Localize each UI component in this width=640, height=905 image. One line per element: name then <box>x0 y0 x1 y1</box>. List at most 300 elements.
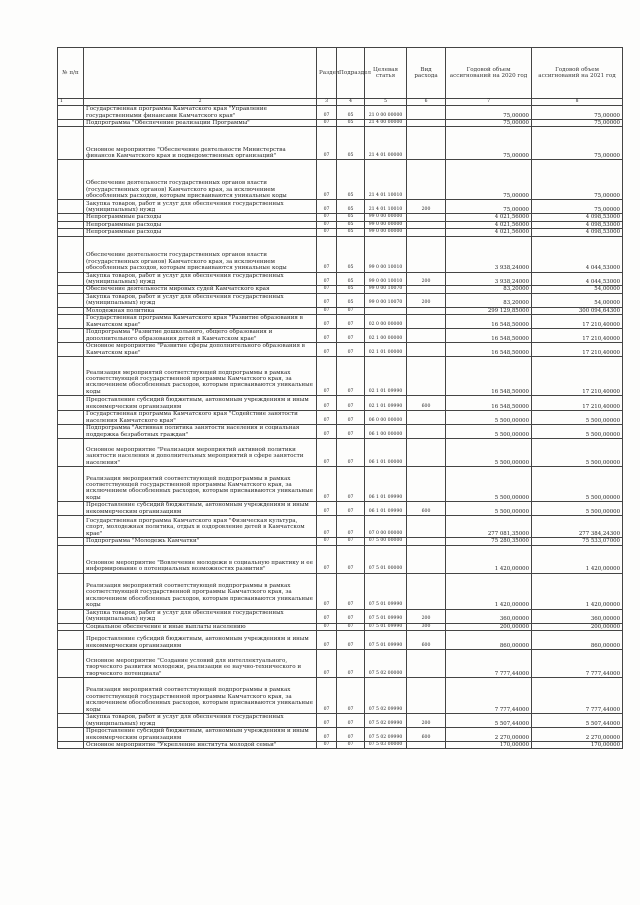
cell-razdel: 07 <box>317 127 337 160</box>
cell-amount-2020: 5 500,00000 <box>446 425 532 439</box>
cell-target-article: 99 0 00 10010 <box>365 236 407 272</box>
cell-razdel: 07 <box>317 307 337 314</box>
table-row <box>58 502 623 516</box>
cell-expense-type: 200 <box>407 200 446 214</box>
cell-number <box>58 221 84 228</box>
cell-amount-2021: 4 098,53000 <box>532 221 623 228</box>
table-row <box>58 229 623 236</box>
cell-amount-2021: 54,00000 <box>532 286 623 293</box>
cell-number <box>58 411 84 425</box>
cell-amount-2020: 16 548,50000 <box>446 396 532 411</box>
cell-number <box>58 631 84 650</box>
cell-target-article: 07 5 03 00000 <box>365 742 407 749</box>
cell-expense-type <box>407 678 446 714</box>
cell-target-article: 06 0 00 00000 <box>365 411 407 425</box>
table-row <box>58 425 623 439</box>
cell-name: Основное мероприятие "Реализация мероприятий активной политики занятости населения и дополнительных мероприятий в сфере занятости населения" <box>84 439 317 467</box>
cell-amount-2021: 17 210,40000 <box>532 357 623 396</box>
cell-target-article: 99 0 00 10070 <box>365 286 407 293</box>
cell-razdel: 07 <box>317 631 337 650</box>
cell-number <box>58 357 84 396</box>
cell-name: Закупка товаров, работ и услуг для обеспечения государственных (муниципальных) нужд <box>84 714 317 728</box>
cell-target-article: 21 4 01 10010 <box>365 200 407 214</box>
cell-amount-2021: 17 210,40000 <box>532 329 623 343</box>
table-row <box>58 396 623 411</box>
cell-amount-2020: 7 777,44000 <box>446 650 532 678</box>
cell-name: Закупка товаров, работ и услуг для обеспечения государственных (муниципальных) нужд <box>84 609 317 623</box>
cell-razdel: 07 <box>317 160 337 200</box>
cell-target-article: 07 5 02 09990 <box>365 728 407 742</box>
table-row <box>58 411 623 425</box>
cell-amount-2020: 299 129,85000 <box>446 307 532 314</box>
cell-amount-2021: 1 420,00000 <box>532 573 623 609</box>
cell-podrazdel: 05 <box>337 229 365 236</box>
cell-amount-2021: 17 210,40000 <box>532 396 623 411</box>
cell-razdel: 07 <box>317 120 337 127</box>
cell-amount-2020: 4 021,56000 <box>446 214 532 221</box>
cell-amount-2020: 75,00000 <box>446 200 532 214</box>
cell-expense-type <box>407 411 446 425</box>
cell-target-article: 02 0 00 00000 <box>365 315 407 329</box>
cell-podrazdel: 07 <box>337 315 365 329</box>
cell-podrazdel: 07 <box>337 502 365 516</box>
table-row <box>58 623 623 630</box>
cell-expense-type <box>407 467 446 502</box>
cell-target-article: 07 0 00 00000 <box>365 516 407 538</box>
cell-target-article: 07 5 02 09990 <box>365 678 407 714</box>
cell-expense-type <box>407 516 446 538</box>
cell-razdel: 07 <box>317 573 337 609</box>
table-row <box>58 742 623 749</box>
cell-target-article: 07 5 01 09990 <box>365 631 407 650</box>
column-number: 8 <box>532 99 623 106</box>
cell-amount-2020: 5 500,00000 <box>446 502 532 516</box>
cell-razdel: 07 <box>317 236 337 272</box>
cell-target-article: 02 1 01 00000 <box>365 343 407 357</box>
cell-razdel: 07 <box>317 538 337 545</box>
cell-number <box>58 396 84 411</box>
cell-razdel: 07 <box>317 286 337 293</box>
cell-podrazdel: 07 <box>337 573 365 609</box>
table-row <box>58 573 623 609</box>
cell-amount-2020: 200,00000 <box>446 623 532 630</box>
table-body <box>58 106 623 749</box>
cell-amount-2021: 17 210,40000 <box>532 343 623 357</box>
cell-razdel: 07 <box>317 502 337 516</box>
column-number: 6 <box>407 99 446 106</box>
cell-amount-2020: 75,00000 <box>446 120 532 127</box>
cell-expense-type <box>407 236 446 272</box>
table-row <box>58 307 623 314</box>
cell-razdel: 07 <box>317 106 337 120</box>
cell-number <box>58 343 84 357</box>
cell-number <box>58 573 84 609</box>
cell-razdel: 07 <box>317 425 337 439</box>
cell-name: Непрограммные расходы <box>84 229 317 236</box>
cell-razdel: 07 <box>317 516 337 538</box>
cell-target-article: 06 1 00 00000 <box>365 425 407 439</box>
cell-podrazdel: 07 <box>337 623 365 630</box>
cell-amount-2020: 75,00000 <box>446 106 532 120</box>
cell-razdel: 07 <box>317 742 337 749</box>
cell-name: Закупка товаров, работ и услуг для обеспечения государственных (муниципальных) нужд <box>84 272 317 286</box>
cell-podrazdel: 05 <box>337 236 365 272</box>
table-header-row <box>58 48 623 99</box>
header-podrazdel: Подраздел <box>337 48 365 99</box>
cell-expense-type <box>407 538 446 545</box>
header-expense-type: Вид расхода <box>407 48 446 99</box>
cell-amount-2020: 360,00000 <box>446 609 532 623</box>
cell-podrazdel: 07 <box>337 742 365 749</box>
cell-expense-type <box>407 127 446 160</box>
cell-amount-2021: 5 507,44000 <box>532 714 623 728</box>
cell-expense-type <box>407 221 446 228</box>
cell-number <box>58 329 84 343</box>
cell-target-article: 21 4 01 00000 <box>365 127 407 160</box>
cell-number <box>58 714 84 728</box>
cell-target-article: 99 0 00 10070 <box>365 293 407 307</box>
cell-number <box>58 439 84 467</box>
cell-expense-type: 200 <box>407 714 446 728</box>
cell-amount-2021: 300 094,64300 <box>532 307 623 314</box>
cell-amount-2021: 4 044,53000 <box>532 272 623 286</box>
table-row <box>58 286 623 293</box>
cell-amount-2020: 170,00000 <box>446 742 532 749</box>
header-number: № п/п <box>58 48 84 99</box>
cell-amount-2021: 4 098,53000 <box>532 229 623 236</box>
cell-amount-2021: 1 420,00000 <box>532 545 623 573</box>
cell-podrazdel: 07 <box>337 609 365 623</box>
cell-razdel: 07 <box>317 467 337 502</box>
cell-name: Молодежная политика <box>84 307 317 314</box>
cell-target-article: 07 5 02 00000 <box>365 650 407 678</box>
table-row <box>58 221 623 228</box>
cell-amount-2021: 2 270,00000 <box>532 728 623 742</box>
cell-number <box>58 678 84 714</box>
cell-razdel: 07 <box>317 315 337 329</box>
cell-name: Основное мероприятие "Обеспечение деятельности Министерства финансов Камчатского края и подведомственных организаций" <box>84 127 317 160</box>
cell-podrazdel: 07 <box>337 538 365 545</box>
cell-name: Обеспечение деятельности государственных органов власти (государственных органов) Камчатского края, за исключением обособленных расходов, которым присваиваются уникальные коды <box>84 236 317 272</box>
cell-amount-2020: 83,20000 <box>446 286 532 293</box>
cell-name: Основное мероприятие "Вовлечение молодежи в социальную практику и ее информирование о потенциальных возможностях развития" <box>84 545 317 573</box>
cell-podrazdel: 05 <box>337 286 365 293</box>
cell-podrazdel: 07 <box>337 631 365 650</box>
cell-amount-2020: 5 507,44000 <box>446 714 532 728</box>
cell-target-article: 02 1 01 09990 <box>365 396 407 411</box>
cell-name: Предоставление субсидий бюджетным, автономным учреждениям и иным некоммерческим организациям <box>84 502 317 516</box>
cell-name: Обеспечение деятельности государственных органов власти (государственных органов) Камчатского края, за исключением обособленных расходов, которым присваиваются уникальные коды <box>84 160 317 200</box>
cell-expense-type <box>407 106 446 120</box>
cell-number <box>58 502 84 516</box>
header-target-article: Целевая статья <box>365 48 407 99</box>
cell-number <box>58 236 84 272</box>
cell-number <box>58 200 84 214</box>
table-row <box>58 609 623 623</box>
cell-number <box>58 106 84 120</box>
cell-number <box>58 609 84 623</box>
cell-name: Обеспечение деятельности мировых судей Камчатского края <box>84 286 317 293</box>
cell-podrazdel: 07 <box>337 307 365 314</box>
cell-expense-type <box>407 229 446 236</box>
cell-amount-2020: 860,00000 <box>446 631 532 650</box>
cell-amount-2020: 5 500,00000 <box>446 439 532 467</box>
cell-number <box>58 272 84 286</box>
cell-number <box>58 650 84 678</box>
cell-number <box>58 307 84 314</box>
cell-number <box>58 538 84 545</box>
cell-target-article: 02 1 01 09990 <box>365 357 407 396</box>
cell-target-article: 21 4 00 00000 <box>365 120 407 127</box>
cell-amount-2020: 4 021,56000 <box>446 221 532 228</box>
cell-podrazdel: 07 <box>337 678 365 714</box>
table-row <box>58 106 623 120</box>
cell-razdel: 07 <box>317 229 337 236</box>
cell-expense-type <box>407 742 446 749</box>
cell-expense-type <box>407 425 446 439</box>
cell-amount-2020: 16 548,50000 <box>446 357 532 396</box>
cell-expense-type: 200 <box>407 272 446 286</box>
cell-expense-type <box>407 214 446 221</box>
cell-amount-2020: 1 420,00000 <box>446 545 532 573</box>
table-row <box>58 678 623 714</box>
cell-number <box>58 286 84 293</box>
cell-name: Предоставление субсидий бюджетным, автономным учреждениям и иным некоммерческим организациям <box>84 631 317 650</box>
cell-amount-2021: 5 500,00000 <box>532 425 623 439</box>
cell-razdel: 07 <box>317 678 337 714</box>
cell-amount-2021: 200,00000 <box>532 623 623 630</box>
cell-amount-2021: 360,00000 <box>532 609 623 623</box>
table-row <box>58 439 623 467</box>
cell-name: Подпрограмма "Обеспечение реализации Программы" <box>84 120 317 127</box>
cell-amount-2021: 5 500,00000 <box>532 439 623 467</box>
cell-razdel: 07 <box>317 200 337 214</box>
cell-podrazdel: 05 <box>337 214 365 221</box>
cell-amount-2021: 75,00000 <box>532 120 623 127</box>
cell-amount-2021: 170,00000 <box>532 742 623 749</box>
cell-target-article: 07 5 01 09990 <box>365 623 407 630</box>
cell-amount-2020: 277 081,35000 <box>446 516 532 538</box>
cell-expense-type <box>407 573 446 609</box>
cell-razdel: 07 <box>317 329 337 343</box>
table-row <box>58 538 623 545</box>
cell-amount-2020: 75,00000 <box>446 160 532 200</box>
cell-podrazdel: 05 <box>337 106 365 120</box>
cell-razdel: 07 <box>317 439 337 467</box>
cell-name: Непрограммные расходы <box>84 221 317 228</box>
cell-razdel: 07 <box>317 728 337 742</box>
cell-razdel: 07 <box>317 650 337 678</box>
cell-name: Государственная программа Камчатского края "Содействие занятости населения Камчатского края" <box>84 411 317 425</box>
cell-target-article: 21 4 01 10010 <box>365 160 407 200</box>
cell-amount-2021: 17 210,40000 <box>532 315 623 329</box>
cell-target-article <box>365 307 407 314</box>
cell-name: Государственная программа Камчатского края "Развитие образования в Камчатском крае" <box>84 315 317 329</box>
cell-razdel: 07 <box>317 272 337 286</box>
cell-number <box>58 728 84 742</box>
column-number: 5 <box>365 99 407 106</box>
header-razdel: Раздел <box>317 48 337 99</box>
cell-number <box>58 516 84 538</box>
cell-amount-2021: 75 533,07000 <box>532 538 623 545</box>
cell-amount-2021: 75,00000 <box>532 160 623 200</box>
cell-podrazdel: 07 <box>337 545 365 573</box>
cell-razdel: 07 <box>317 357 337 396</box>
cell-razdel: 07 <box>317 214 337 221</box>
header-name <box>84 48 317 99</box>
cell-razdel: 07 <box>317 293 337 307</box>
cell-name: Основное мероприятие "Укрепление института молодой семьи" <box>84 742 317 749</box>
column-number: 4 <box>337 99 365 106</box>
cell-amount-2021: 4 098,53000 <box>532 214 623 221</box>
table-row <box>58 545 623 573</box>
cell-amount-2021: 54,00000 <box>532 293 623 307</box>
cell-amount-2020: 7 777,44000 <box>446 678 532 714</box>
cell-target-article: 06 1 01 09990 <box>365 467 407 502</box>
cell-razdel: 07 <box>317 343 337 357</box>
cell-amount-2020: 16 548,50000 <box>446 315 532 329</box>
cell-amount-2021: 5 500,00000 <box>532 467 623 502</box>
cell-podrazdel: 07 <box>337 343 365 357</box>
table-row <box>58 714 623 728</box>
cell-name: Основное мероприятие "Создание условий для интеллектуального, творческого развития молодежи, реализации ее научно-технического и творческого потенциала" <box>84 650 317 678</box>
cell-number <box>58 545 84 573</box>
cell-amount-2020: 16 548,50000 <box>446 343 532 357</box>
cell-expense-type: 600 <box>407 396 446 411</box>
cell-expense-type <box>407 650 446 678</box>
cell-expense-type <box>407 315 446 329</box>
cell-amount-2021: 75,00000 <box>532 200 623 214</box>
cell-expense-type: 600 <box>407 728 446 742</box>
cell-target-article: 07 5 02 09990 <box>365 714 407 728</box>
cell-target-article: 06 1 01 09990 <box>365 502 407 516</box>
table-row <box>58 329 623 343</box>
cell-number <box>58 229 84 236</box>
cell-name: Предоставление субсидий бюджетным, автономным учреждениям и иным некоммерческим организациям <box>84 728 317 742</box>
cell-expense-type <box>407 120 446 127</box>
cell-podrazdel: 05 <box>337 120 365 127</box>
cell-expense-type <box>407 545 446 573</box>
cell-amount-2021: 75,00000 <box>532 127 623 160</box>
cell-amount-2020: 1 420,00000 <box>446 573 532 609</box>
table-row <box>58 357 623 396</box>
table-row <box>58 343 623 357</box>
cell-amount-2021: 7 777,44000 <box>532 678 623 714</box>
cell-expense-type <box>407 343 446 357</box>
cell-number <box>58 127 84 160</box>
cell-amount-2021: 860,00000 <box>532 631 623 650</box>
cell-podrazdel: 07 <box>337 425 365 439</box>
cell-name: Государственная программа Камчатского края "Управление государственными финансами Камчатского края" <box>84 106 317 120</box>
cell-name: Реализация мероприятий соответствующей подпрограммы в рамках соответствующей государственной программы Камчатского края, за исключением обособленных расходов, которым присваиваются уникальные коды <box>84 357 317 396</box>
cell-number <box>58 623 84 630</box>
cell-podrazdel: 07 <box>337 411 365 425</box>
cell-name: Государственная программа Камчатского края "Физическая культура, спорт, молодежная политика, отдых и оздоровление детей в Камчатском крае" <box>84 516 317 538</box>
cell-amount-2021: 4 044,53000 <box>532 236 623 272</box>
cell-amount-2021: 5 500,00000 <box>532 411 623 425</box>
cell-razdel: 07 <box>317 545 337 573</box>
cell-amount-2020: 75,00000 <box>446 127 532 160</box>
cell-number <box>58 425 84 439</box>
cell-amount-2020: 3 938,24000 <box>446 236 532 272</box>
cell-name: Закупка товаров, работ и услуг для обеспечения государственных (муниципальных) нужд <box>84 293 317 307</box>
header-amount-2020: Годовой объем ассигнований на 2020 год <box>446 48 532 99</box>
cell-expense-type <box>407 357 446 396</box>
cell-amount-2020: 16 548,50000 <box>446 329 532 343</box>
cell-podrazdel: 07 <box>337 728 365 742</box>
cell-name: Подпрограмма "Активная политика занятости населения и социальная поддержка безработных граждан" <box>84 425 317 439</box>
cell-target-article: 07 5 01 09990 <box>365 573 407 609</box>
table-row <box>58 315 623 329</box>
cell-razdel: 07 <box>317 411 337 425</box>
cell-podrazdel: 05 <box>337 160 365 200</box>
cell-expense-type <box>407 439 446 467</box>
cell-number <box>58 160 84 200</box>
cell-podrazdel: 05 <box>337 221 365 228</box>
cell-podrazdel: 07 <box>337 714 365 728</box>
table-row <box>58 650 623 678</box>
cell-razdel: 07 <box>317 623 337 630</box>
table-row <box>58 127 623 160</box>
cell-number <box>58 120 84 127</box>
cell-amount-2020: 75 280,35000 <box>446 538 532 545</box>
cell-podrazdel: 05 <box>337 200 365 214</box>
cell-podrazdel: 05 <box>337 127 365 160</box>
table-row <box>58 467 623 502</box>
cell-podrazdel: 07 <box>337 439 365 467</box>
table-row <box>58 272 623 286</box>
cell-expense-type: 200 <box>407 293 446 307</box>
table-row <box>58 214 623 221</box>
table-row <box>58 293 623 307</box>
cell-name: Основное мероприятие "Развитие сферы дополнительного образования в Камчатском крае" <box>84 343 317 357</box>
cell-amount-2020: 5 500,00000 <box>446 411 532 425</box>
cell-name: Реализация мероприятий соответствующей подпрограммы в рамках соответствующей государственной программы Камчатского края, за исключением обособленных расходов, которым присваиваются уникальные коды <box>84 467 317 502</box>
cell-name: Закупка товаров, работ и услуг для обеспечения государственных (муниципальных) нужд <box>84 200 317 214</box>
cell-podrazdel: 05 <box>337 272 365 286</box>
cell-number <box>58 315 84 329</box>
budget-table <box>57 47 623 749</box>
cell-number <box>58 742 84 749</box>
cell-number <box>58 214 84 221</box>
cell-razdel: 07 <box>317 396 337 411</box>
table-row <box>58 200 623 214</box>
cell-number <box>58 467 84 502</box>
cell-amount-2021: 7 777,44000 <box>532 650 623 678</box>
cell-expense-type <box>407 286 446 293</box>
cell-name: Непрограммные расходы <box>84 214 317 221</box>
cell-razdel: 07 <box>317 221 337 228</box>
cell-target-article: 07 5 01 09990 <box>365 609 407 623</box>
cell-target-article: 99 0 00 00000 <box>365 221 407 228</box>
cell-expense-type: 200 <box>407 609 446 623</box>
cell-expense-type: 300 <box>407 623 446 630</box>
cell-amount-2020: 4 021,56000 <box>446 229 532 236</box>
cell-target-article: 99 0 00 10010 <box>365 272 407 286</box>
table-row <box>58 160 623 200</box>
cell-name: Социальное обеспечение и иные выплаты населению <box>84 623 317 630</box>
cell-podrazdel: 07 <box>337 467 365 502</box>
cell-amount-2020: 2 270,00000 <box>446 728 532 742</box>
cell-razdel: 07 <box>317 609 337 623</box>
table-row <box>58 516 623 538</box>
cell-name: Подпрограмма "Молодежь Камчатки" <box>84 538 317 545</box>
table-row <box>58 728 623 742</box>
cell-amount-2021: 277 384,24300 <box>532 516 623 538</box>
cell-target-article: 21 0 00 00000 <box>365 106 407 120</box>
cell-target-article: 07 5 01 00000 <box>365 545 407 573</box>
cell-podrazdel: 07 <box>337 650 365 678</box>
